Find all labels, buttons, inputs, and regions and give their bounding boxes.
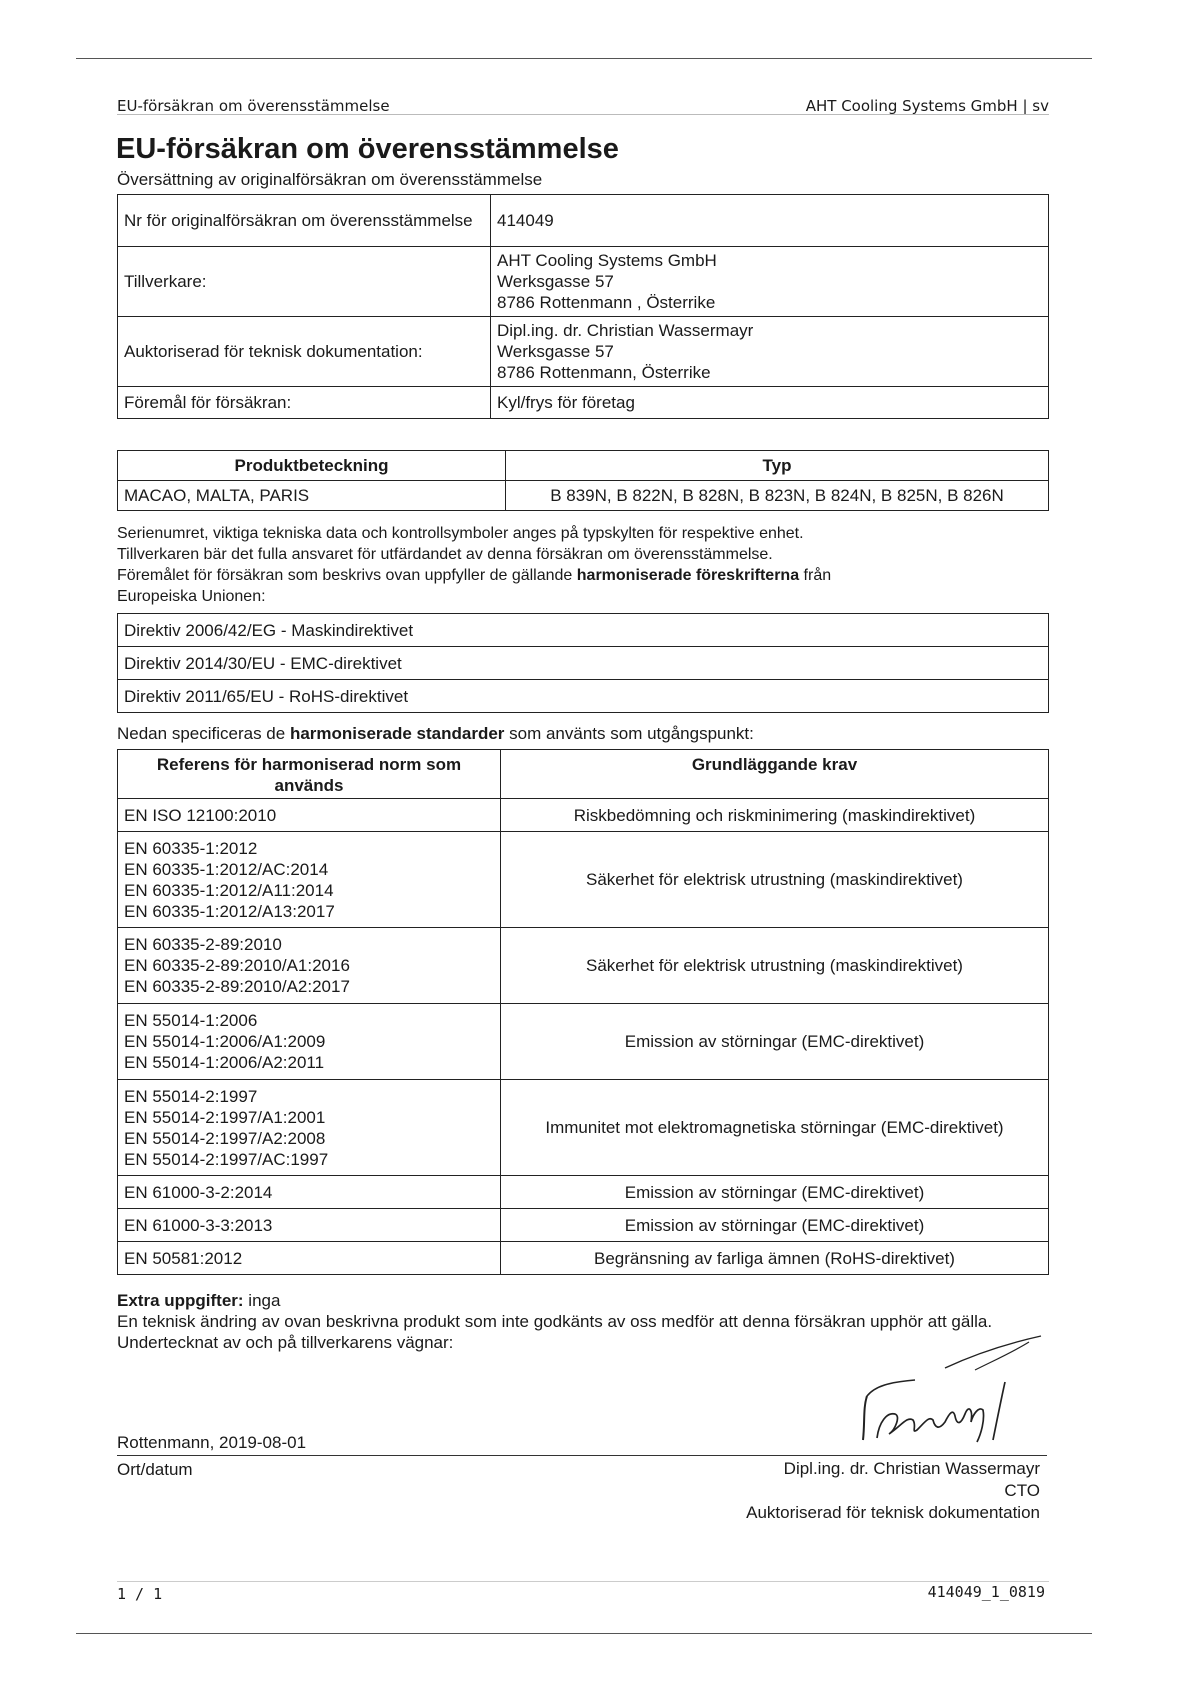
info-value [491, 247, 1049, 317]
standard-requirement: Riskbedömning och riskminimering (maskindirektivet) [501, 799, 1049, 832]
place-date-label: Ort/datum [117, 1460, 193, 1479]
header-divider [117, 114, 1049, 115]
top-rule [76, 58, 1092, 59]
intro-text: som använts som utgångspunkt: [504, 724, 754, 743]
info-key: Nr för originalförsäkran om överensstämmelse [118, 195, 491, 247]
info-key: Föremål för försäkran: [118, 387, 491, 419]
paragraph-text: Föremålet för försäkran som beskrivs ovan uppfyller de gällande [117, 567, 577, 584]
signer-title: CTO [1004, 1481, 1040, 1500]
extra-value: inga [243, 1291, 281, 1310]
info-value-line: 414049 [497, 211, 554, 230]
directive-row [118, 647, 1049, 680]
footer-divider [117, 1581, 1049, 1582]
directives-table [117, 613, 1049, 713]
directive: Direktiv 2006/42/EG - Maskindirektivet [118, 614, 1049, 647]
standard-requirement: Säkerhet för elektrisk utrustning (maskindirektivet) [501, 928, 1049, 1004]
standard-ref: EN 50581:2012 [124, 1248, 243, 1268]
paragraph-line: Serienumret, viktiga tekniska data och kontrollsymboler anges på typskylten för respektive enhet. [117, 525, 804, 542]
document-code: 414049_1_0819 [927, 1583, 1045, 1601]
handwritten-signature [855, 1330, 1055, 1450]
paragraph-line [117, 565, 1057, 586]
standard-refs [118, 1242, 501, 1275]
document-title: EU-försäkran om överensstämmelse [116, 133, 619, 165]
paragraph-line: Tillverkaren bär det fulla ansvaret för utfärdandet av denna försäkran om överensstämmelse. [117, 546, 773, 563]
standard-refs [118, 1080, 501, 1176]
standard-row [118, 1209, 1049, 1242]
standard-refs [118, 1176, 501, 1209]
standard-row [118, 832, 1049, 928]
info-row [118, 247, 1049, 317]
standard-row [118, 1176, 1049, 1209]
standard-ref: EN 55014-2:1997/AC:1997 [124, 1149, 329, 1169]
standard-ref: EN 55014-2:1997 [124, 1086, 258, 1106]
standard-row [118, 1242, 1049, 1275]
directive: Direktiv 2011/65/EU - RoHS-direktivet [118, 680, 1049, 713]
info-value [491, 195, 1049, 247]
standard-refs [118, 832, 501, 928]
directive-row [118, 614, 1049, 647]
product-name: MACAO, MALTA, PARIS [118, 481, 506, 511]
standard-ref: EN 61000-3-2:2014 [124, 1182, 273, 1202]
info-row [118, 195, 1049, 247]
standard-ref: EN 60335-2-89:2010/A2:2017 [124, 977, 350, 996]
standard-requirement: Immunitet mot elektromagnetiska störningar (EMC-direktivet) [501, 1080, 1049, 1176]
standard-requirement: Begränsning av farliga ämnen (RoHS-direktivet) [501, 1242, 1049, 1275]
directive-row [118, 680, 1049, 713]
info-value-line: 8786 Rottenmann, Österrike [497, 363, 711, 382]
header-left: EU-försäkran om överensstämmelse [117, 97, 390, 115]
info-value-line: Dipl.ing. dr. Christian Wassermayr [497, 321, 754, 340]
info-value-line: Werksgasse 57 [497, 272, 614, 291]
info-value-line: Kyl/frys för företag [497, 393, 635, 412]
standards-intro [117, 724, 754, 744]
conformity-paragraph [117, 523, 1057, 607]
info-value-line: AHT Cooling Systems GmbH [497, 251, 717, 270]
info-value [491, 387, 1049, 419]
reference-header: Referens för harmoniserad norm som används [118, 750, 501, 799]
standard-ref: EN 60335-1:2012 [124, 838, 258, 858]
standard-refs [118, 928, 501, 1004]
standard-ref: EN ISO 12100:2010 [124, 805, 277, 825]
standard-ref: EN 55014-2:1997/A1:2001 [124, 1107, 326, 1127]
page-number: 1 / 1 [117, 1585, 163, 1603]
info-row [118, 387, 1049, 419]
intro-bold: harmoniserade standarder [289, 724, 505, 743]
place-date: Rottenmann, 2019-08-01 [117, 1433, 307, 1452]
info-value [491, 317, 1049, 387]
standard-ref: EN 55014-1:2006 [124, 1011, 258, 1030]
product-types: B 839N, B 822N, B 828N, B 823N, B 824N, B 825N, B 826N [506, 481, 1049, 511]
directive: Direktiv 2014/30/EU - EMC-direktivet [118, 647, 1049, 680]
standard-ref: EN 60335-1:2012/A13:2017 [124, 901, 335, 921]
standard-ref: EN 55014-1:2006/A1:2009 [124, 1032, 326, 1051]
requirement-header: Grundläggande krav [501, 750, 1049, 799]
standard-requirement: Säkerhet för elektrisk utrustning (maskindirektivet) [501, 832, 1049, 928]
paragraph-bold: harmoniserade föreskrifterna [576, 567, 800, 584]
info-value-line: 8786 Rottenmann , Österrike [497, 293, 716, 312]
paragraph-line: Europeiska Unionen: [117, 588, 266, 605]
info-key: Auktoriserad för teknisk dokumentation: [118, 317, 491, 387]
signer-block [640, 1458, 1040, 1524]
standard-ref: EN 55014-2:1997/A2:2008 [124, 1128, 326, 1148]
standard-ref: EN 60335-1:2012/A11:2014 [124, 880, 334, 900]
type-header: Typ [506, 451, 1049, 481]
standard-requirement: Emission av störningar (EMC-direktivet) [501, 1176, 1049, 1209]
product-header: Produktbeteckning [118, 451, 506, 481]
product-table [117, 450, 1049, 511]
standard-refs [118, 1004, 501, 1080]
standard-ref: EN 61000-3-3:2013 [124, 1215, 273, 1235]
standard-row [118, 799, 1049, 832]
paragraph-text: från [799, 567, 832, 584]
standard-ref: EN 60335-2-89:2010/A1:2016 [124, 956, 350, 975]
standard-refs [118, 1209, 501, 1242]
bottom-rule [76, 1633, 1092, 1634]
info-row [118, 317, 1049, 387]
standard-ref: EN 60335-2-89:2010 [124, 935, 282, 954]
standard-row [118, 1004, 1049, 1080]
extra-line: Undertecknat av och på tillverkarens vägnar: [117, 1333, 454, 1352]
standard-row [118, 1080, 1049, 1176]
product-header-row [118, 451, 1049, 481]
standard-ref: EN 55014-1:2006/A2:2011 [124, 1053, 325, 1072]
standard-row [118, 928, 1049, 1004]
extra-label: Extra uppgifter: [117, 1291, 244, 1310]
signer-role: Auktoriserad för teknisk dokumentation [746, 1503, 1040, 1522]
document-subtitle: Översättning av originalförsäkran om överensstämmelse [117, 170, 543, 189]
header-right: AHT Cooling Systems GmbH | sv [805, 97, 1049, 115]
intro-text: Nedan specificeras de [117, 724, 290, 743]
info-table [117, 194, 1049, 419]
standard-ref: EN 60335-1:2012/AC:2014 [124, 859, 329, 879]
extra-line: En teknisk ändring av ovan beskrivna produkt som inte godkänts av oss medför att denna försäkran upphör att gälla. [117, 1312, 993, 1331]
standards-table [117, 749, 1049, 1275]
extra-line [117, 1290, 1057, 1311]
standards-header-row [118, 750, 1049, 799]
info-value-line: Werksgasse 57 [497, 342, 614, 361]
signer-name: Dipl.ing. dr. Christian Wassermayr [783, 1459, 1040, 1478]
standard-requirement: Emission av störningar (EMC-direktivet) [501, 1004, 1049, 1080]
info-key: Tillverkare: [118, 247, 491, 317]
standard-refs [118, 799, 501, 832]
standard-requirement: Emission av störningar (EMC-direktivet) [501, 1209, 1049, 1242]
signature-line [117, 1455, 1047, 1456]
product-row [118, 481, 1049, 511]
